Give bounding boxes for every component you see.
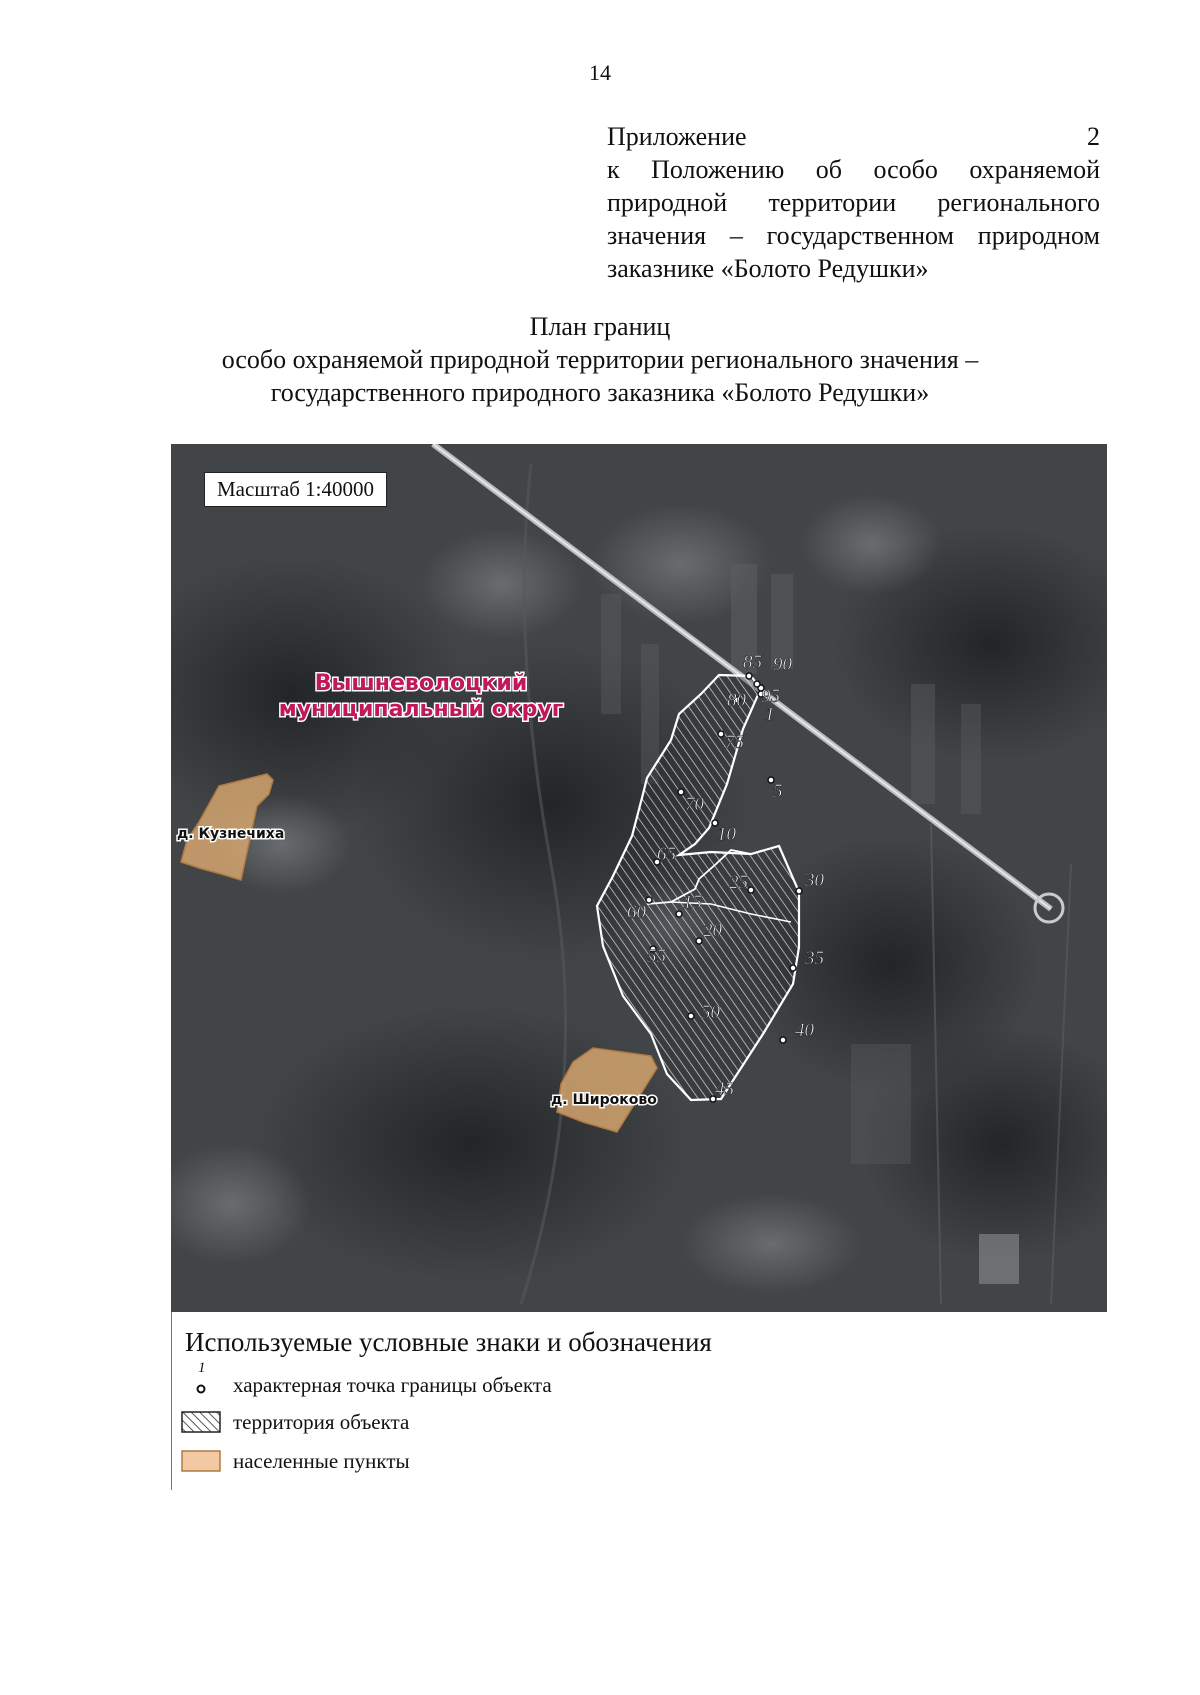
plan-title-line: государственного природного заказника «Болото Редушки»: [270, 378, 930, 407]
district-label-line: муниципальный округ: [278, 697, 564, 722]
point-label-45: 45: [715, 1079, 734, 1100]
boundary-point-number: 1: [198, 1360, 206, 1376]
appendix-line: заказнике «Болото Редушки»: [607, 254, 929, 283]
appendix-line: Приложение 2: [607, 122, 1100, 151]
legend-item-hatched-area: [181, 1408, 409, 1436]
point-label-30: 30: [805, 870, 824, 891]
legend-item-settlement: [181, 1447, 410, 1475]
plan-title-line: План границ: [529, 312, 671, 341]
point-label-95: 95: [761, 686, 780, 707]
district-label: [279, 671, 564, 722]
legend-title: Используемые условные знаки и обозначения: [185, 1327, 712, 1357]
settlement-label-shirokovo: д. Широково: [551, 1092, 657, 1108]
page-number: 14: [589, 60, 611, 85]
point-label-85: 85: [743, 652, 762, 673]
point-label-20: 20: [703, 920, 722, 941]
point-label-50: 50: [701, 1002, 720, 1023]
point-label-15: 15: [683, 892, 702, 913]
district-label-line: Вышневолоцкий: [314, 671, 528, 696]
point-label-10: 10: [717, 824, 736, 845]
hatched-area-icon: [181, 1411, 221, 1433]
settlement-area-icon: [181, 1450, 221, 1472]
appendix-line: природной территории регионального: [607, 188, 1100, 217]
legend-label: территория объекта: [233, 1409, 410, 1434]
point-label-40: 40: [795, 1020, 814, 1041]
point-label-65: 65: [657, 844, 676, 865]
point-label-60: 60: [627, 902, 646, 923]
point-label-1: 1: [765, 704, 775, 725]
point-label-35: 35: [805, 948, 824, 969]
settlement-label-kuznechikha: д. Кузнечиха: [177, 826, 285, 842]
legend-label: характерная точка границы объекта: [233, 1372, 552, 1397]
point-label-75: 75: [725, 732, 744, 753]
point-label-80: 80: [727, 690, 746, 711]
legend-item-boundary-point: [181, 1360, 552, 1399]
legend-label: населенные пункты: [233, 1448, 410, 1473]
appendix-line: к Положению об особо охраняемой: [607, 155, 1100, 184]
hatched-area-symbol: [181, 1411, 221, 1433]
appendix-header: [607, 120, 1100, 285]
plan-title: [0, 310, 1200, 409]
boundary-point-symbol: [181, 1360, 221, 1396]
legend-divider: [171, 1312, 172, 1490]
appendix-line: значения – государственном природном: [607, 221, 1100, 250]
map-scale-label: Масштаб 1:40000: [204, 472, 387, 507]
point-label-90: 90: [773, 654, 792, 675]
settlement-area-symbol: [181, 1450, 221, 1472]
plan-title-line: особо охраняемой природной территории регионального значения –: [221, 345, 979, 374]
boundary-point-icon: [194, 1382, 208, 1396]
map-frame[interactable]: [171, 444, 1107, 1312]
point-label-25: 25: [729, 872, 748, 893]
point-label-5: 5: [773, 781, 783, 802]
point-label-70: 70: [685, 794, 704, 815]
point-label-55: 55: [647, 946, 666, 967]
satellite-map: [171, 444, 1107, 1312]
